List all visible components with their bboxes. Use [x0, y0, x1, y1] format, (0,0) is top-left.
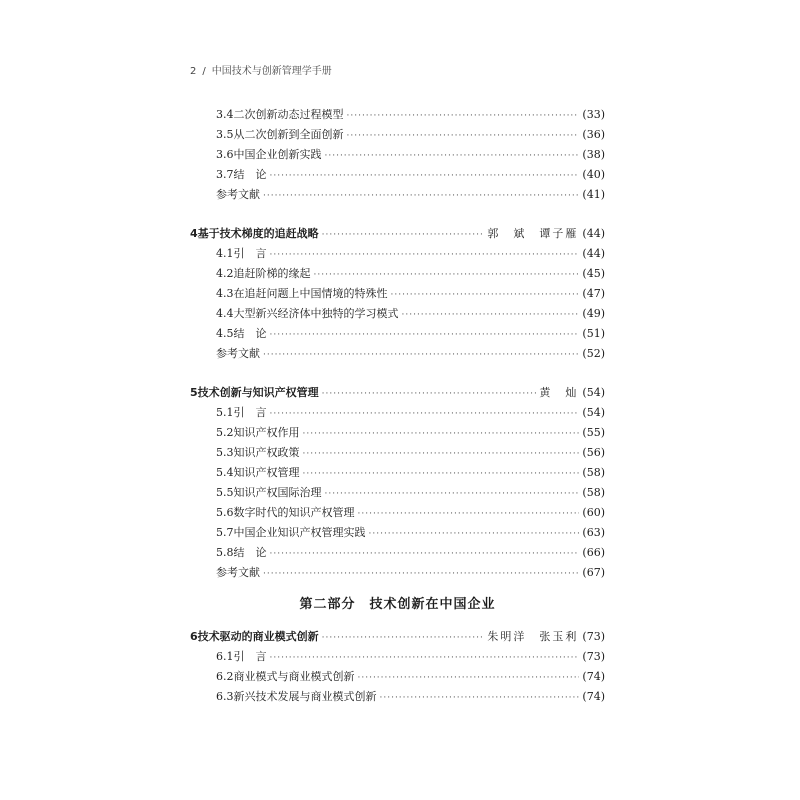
entry-number: 4.1 [216, 247, 234, 260]
entry-number: 3.4 [216, 108, 234, 121]
dot-leader [303, 444, 580, 464]
dot-leader [303, 464, 580, 484]
dot-leader [322, 384, 537, 404]
part-heading [190, 583, 605, 627]
section-entry[interactable] [190, 423, 605, 443]
entry-title: 知识产权管理 [233, 466, 300, 479]
entry-number: 3.7 [216, 168, 234, 181]
dot-leader [270, 245, 580, 265]
entry-title: 引 言 [233, 406, 267, 419]
entry-page: (41) [582, 188, 605, 201]
header-separator: / [202, 66, 206, 77]
entry-number: 5.7 [216, 526, 234, 539]
entry-page: (73) [582, 650, 605, 663]
entry-title: 技术驱动的商业模式创新 [197, 630, 319, 643]
references-entry[interactable] [190, 563, 605, 583]
entry-page: (52) [582, 347, 605, 360]
entry-number: 4 [190, 227, 198, 240]
entry-page: (67) [582, 566, 605, 579]
entry-number: 6.2 [216, 670, 234, 683]
book-title: 中国技术与创新管理学手册 [211, 66, 332, 77]
section-entry[interactable] [190, 647, 605, 667]
entry-page: (58) [582, 486, 605, 499]
entry-title: 大型新兴经济体中独特的学习模式 [233, 307, 399, 320]
chapter-entry[interactable] [190, 383, 605, 403]
dot-leader [347, 106, 580, 126]
entry-number: 5.5 [216, 486, 234, 499]
entry-number: 5.2 [216, 426, 234, 439]
entry-page: (47) [582, 287, 605, 300]
references-entry[interactable] [190, 344, 605, 364]
entry-page: (36) [582, 128, 605, 141]
dot-leader [270, 166, 580, 186]
entry-title: 新兴技术发展与商业模式创新 [233, 690, 377, 703]
entry-number: 5.6 [216, 506, 234, 519]
entry-page: (49) [582, 307, 605, 320]
entry-title: 知识产权作用 [233, 426, 300, 439]
dot-leader [391, 285, 580, 305]
entry-page: (74) [582, 690, 605, 703]
entry-number: 4.4 [216, 307, 234, 320]
entry-title: 基于技术梯度的追赶战略 [197, 227, 319, 240]
dot-leader [325, 146, 580, 166]
entry-page: (73) [582, 630, 605, 643]
entry-number: 3.6 [216, 148, 234, 161]
entry-number: 5.4 [216, 466, 234, 479]
section-entry[interactable] [190, 105, 605, 125]
section-entry[interactable] [190, 463, 605, 483]
entry-title: 中国企业知识产权管理实践 [233, 526, 366, 539]
entry-number: 5 [190, 386, 198, 399]
entry-page: (33) [582, 108, 605, 121]
entry-page: (40) [582, 168, 605, 181]
entry-page: (55) [582, 426, 605, 439]
entry-page: (63) [582, 526, 605, 539]
entry-title: 中国企业创新实践 [233, 148, 322, 161]
section-entry[interactable] [190, 503, 605, 523]
entry-page: (54) [582, 386, 605, 399]
entry-title: 引 言 [233, 650, 267, 663]
entry-number: 3.5 [216, 128, 234, 141]
entry-number: 6.1 [216, 650, 234, 663]
entry-title: 结 论 [233, 327, 267, 340]
running-header [190, 62, 332, 77]
entry-page: (44) [582, 247, 605, 260]
entry-title: 参考文献 [216, 347, 260, 360]
entry-title: 参考文献 [216, 188, 260, 201]
part-label: 第二部分 [299, 597, 356, 612]
entry-title: 结 论 [233, 546, 267, 559]
entry-author: 朱明洋 张玉利 [487, 630, 579, 643]
entry-page: (51) [582, 327, 605, 340]
section-entry[interactable] [190, 403, 605, 423]
entry-page: (44) [582, 227, 605, 240]
section-entry[interactable] [190, 264, 605, 284]
dot-leader [314, 265, 580, 285]
dot-leader [270, 325, 580, 345]
entry-number: 5.3 [216, 446, 234, 459]
references-entry[interactable] [190, 185, 605, 205]
entry-page: (74) [582, 670, 605, 683]
dot-leader [270, 544, 580, 564]
entry-title: 数字时代的知识产权管理 [233, 506, 355, 519]
entry-author: 郭 斌 谭子雁 [487, 227, 579, 240]
entry-number: 4.2 [216, 267, 234, 280]
entry-number: 4.3 [216, 287, 234, 300]
entry-title: 知识产权国际治理 [233, 486, 322, 499]
section-entry[interactable] [190, 165, 605, 185]
section-entry[interactable] [190, 304, 605, 324]
dot-leader [303, 424, 580, 444]
entry-number: 4.5 [216, 327, 234, 340]
entry-page: (66) [582, 546, 605, 559]
entry-number: 6 [190, 630, 198, 643]
entry-title: 在追赶问题上中国情境的特殊性 [233, 287, 388, 300]
entry-number: 5.1 [216, 406, 234, 419]
entry-page: (56) [582, 446, 605, 459]
section-entry[interactable] [190, 443, 605, 463]
section-entry[interactable] [190, 667, 605, 687]
section-entry[interactable] [190, 244, 605, 264]
entry-title: 知识产权政策 [233, 446, 300, 459]
entry-title: 从二次创新到全面创新 [233, 128, 344, 141]
section-gap [190, 364, 605, 383]
entry-number: 5.8 [216, 546, 234, 559]
entry-page: (45) [582, 267, 605, 280]
section-entry[interactable] [190, 687, 605, 707]
dot-leader [270, 648, 580, 668]
entry-title: 追赶阶梯的缘起 [233, 267, 311, 280]
dot-leader [322, 225, 485, 245]
table-of-contents [190, 105, 605, 707]
dot-leader [347, 126, 580, 146]
entry-page: (54) [582, 406, 605, 419]
chapter-entry[interactable] [190, 224, 605, 244]
section-entry[interactable] [190, 145, 605, 165]
chapter-entry[interactable] [190, 627, 605, 647]
entry-title: 引 言 [233, 247, 267, 260]
section-entry[interactable] [190, 324, 605, 344]
entry-number: 6.3 [216, 690, 234, 703]
section-entry[interactable] [190, 284, 605, 304]
entry-title: 二次创新动态过程模型 [233, 108, 344, 121]
section-entry[interactable] [190, 125, 605, 145]
entry-title: 参考文献 [216, 566, 260, 579]
dot-leader [263, 186, 579, 206]
dot-leader [358, 504, 580, 524]
section-entry[interactable] [190, 483, 605, 503]
entry-page: (38) [582, 148, 605, 161]
dot-leader [263, 564, 579, 584]
page-number: 2 [190, 66, 197, 77]
section-gap [190, 205, 605, 224]
entry-title: 技术创新与知识产权管理 [197, 386, 319, 399]
entry-author: 黄 灿 [539, 386, 579, 399]
entry-title: 结 论 [233, 168, 267, 181]
dot-leader [263, 345, 579, 365]
entry-page: (60) [582, 506, 605, 519]
dot-leader [325, 484, 580, 504]
part-title: 技术创新在中国企业 [369, 597, 496, 612]
section-entry[interactable] [190, 543, 605, 563]
dot-leader [322, 628, 485, 648]
dot-leader [402, 305, 580, 325]
dot-leader [358, 668, 580, 688]
dot-leader [270, 404, 580, 424]
section-entry[interactable] [190, 523, 605, 543]
entry-page: (58) [582, 466, 605, 479]
entry-title: 商业模式与商业模式创新 [233, 670, 355, 683]
dot-leader [380, 688, 580, 708]
dot-leader [369, 524, 580, 544]
